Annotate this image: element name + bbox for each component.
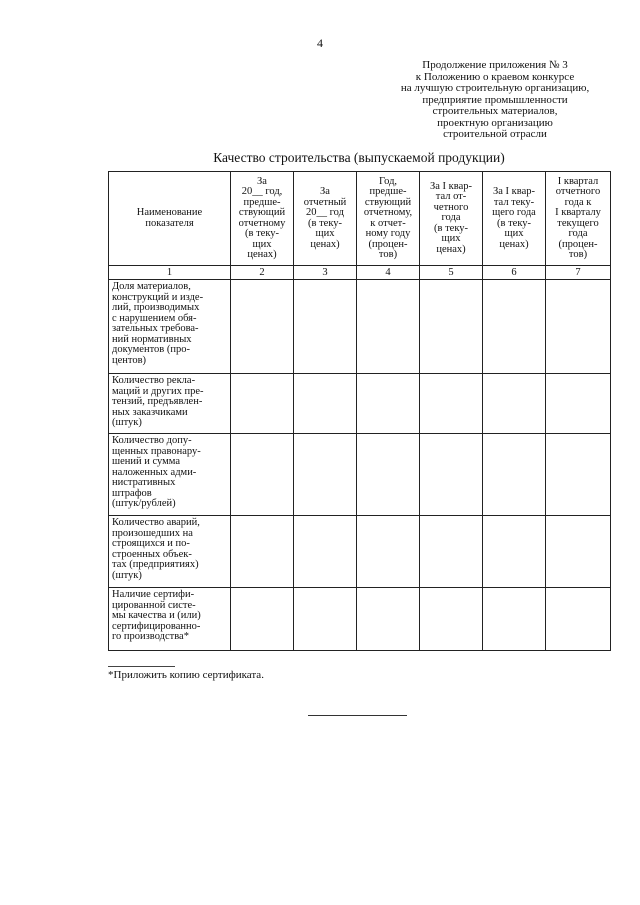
header-line: отчетному,: [363, 207, 413, 218]
header-line: (в теку-: [244, 228, 280, 239]
indicator-name-line: Количество допу-: [112, 435, 192, 446]
indicator-name-line: нистративных: [112, 477, 176, 488]
value-cell[interactable]: [357, 374, 420, 434]
table-row: [109, 434, 611, 516]
header-line: 20__ год,: [241, 186, 283, 197]
header-line: тов): [378, 249, 398, 260]
footnote-separator: [108, 666, 175, 667]
header-row: [109, 172, 611, 266]
header-line: четного: [433, 201, 469, 213]
indicator-name-line: центов): [112, 354, 147, 366]
indicator-name-line: строящихся и по-: [112, 538, 190, 549]
indicator-name-line: (штук): [112, 417, 142, 428]
indicator-name-line: конструкций и изде-: [112, 291, 204, 303]
value-cell[interactable]: [294, 516, 357, 588]
indicator-name-line: щенных правонару-: [112, 445, 201, 457]
header-line: года: [441, 212, 461, 224]
appendix-header-line: Продолжение приложения № 3: [422, 59, 568, 71]
indicator-name-line: документов (про-: [112, 344, 190, 355]
indicator-name-line: Доля материалов,: [112, 281, 191, 292]
header-line: (процен-: [368, 238, 408, 250]
value-cell[interactable]: [294, 280, 357, 374]
header-line: Наименование: [136, 207, 203, 218]
indicator-name-line: маций и других пре-: [112, 385, 204, 397]
header-cell-year-ratio: [357, 172, 420, 266]
appendix-header-line: строительной отрасли: [443, 128, 547, 140]
header-line: Год,: [378, 175, 398, 187]
value-cell[interactable]: [231, 280, 294, 374]
header-line: ценах): [247, 249, 277, 260]
indicator-name-line: зательных требова-: [112, 323, 199, 334]
footnote: *Приложить копию сертификата.: [108, 669, 264, 681]
header-line: предше-: [243, 196, 281, 208]
end-of-document-line: [308, 715, 407, 716]
header-line: показателя: [145, 217, 194, 229]
header-line: щих: [504, 228, 524, 239]
header-line: (в теку-: [307, 217, 343, 229]
header-cell-q1-ratio: [546, 172, 611, 266]
indicator-name-line: Наличие сертифи-: [112, 589, 195, 600]
header-cell-indicator-name: [109, 172, 231, 266]
indicator-name-line: (штук/рублей): [112, 498, 176, 509]
header-line: тов): [568, 249, 588, 260]
indicator-name-line: тензий, предъявлен-: [112, 396, 203, 407]
value-cell[interactable]: [546, 434, 611, 516]
column-number-row: [109, 266, 611, 280]
appendix-header-line: проектную организацию: [437, 116, 553, 129]
header-cell-reporting-year: [294, 172, 357, 266]
column-number: 2: [231, 266, 294, 280]
header-line: к отчет-: [370, 217, 406, 229]
value-cell[interactable]: [420, 280, 483, 374]
column-number: 5: [420, 266, 483, 280]
header-line: отчетный: [303, 196, 347, 208]
header-line: За I квар-: [493, 186, 535, 197]
header-line: ствующий: [238, 207, 286, 218]
quality-table: [108, 171, 611, 651]
header-line: щих: [252, 238, 272, 250]
header-line: ценах): [310, 238, 340, 250]
header-line: текущего: [557, 217, 599, 229]
table-row: [109, 516, 611, 588]
table-row: [109, 374, 611, 434]
value-cell[interactable]: [546, 588, 611, 651]
column-number: 3: [294, 266, 357, 280]
value-cell[interactable]: [483, 588, 546, 651]
value-cell[interactable]: [294, 588, 357, 651]
value-cell[interactable]: [231, 516, 294, 588]
value-cell[interactable]: [483, 516, 546, 588]
header-line: ценах): [499, 238, 529, 250]
header-line: За I квар-: [430, 180, 472, 192]
value-cell[interactable]: [357, 588, 420, 651]
column-number: 6: [483, 266, 546, 280]
value-cell[interactable]: [420, 516, 483, 588]
value-cell[interactable]: [357, 280, 420, 374]
header-line: отчетного: [555, 186, 601, 197]
indicator-name-line: шений и сумма: [112, 456, 180, 467]
value-cell[interactable]: [546, 280, 611, 374]
value-cell[interactable]: [546, 374, 611, 434]
indicator-name-line: строенных объек-: [112, 548, 192, 560]
header-line: I кварталу: [555, 207, 601, 218]
header-line: (в теку-: [496, 217, 532, 229]
value-cell[interactable]: [483, 280, 546, 374]
value-cell[interactable]: [546, 516, 611, 588]
header-line: 20__ год: [306, 207, 344, 218]
indicator-name-line: тах (предприятиях): [112, 559, 199, 570]
header-line: (в теку-: [433, 222, 469, 234]
indicator-name-cell: [109, 588, 231, 651]
header-line: (процен-: [558, 238, 598, 250]
column-number: 7: [546, 266, 611, 280]
header-cell-previous-year: [231, 172, 294, 266]
value-cell[interactable]: [420, 374, 483, 434]
value-cell[interactable]: [231, 588, 294, 651]
indicator-name-line: штрафов: [112, 487, 152, 499]
appendix-header-line: на лучшую строительную организацию,: [400, 82, 590, 94]
value-cell[interactable]: [357, 434, 420, 516]
value-cell[interactable]: [294, 434, 357, 516]
appendix-header-line: предприятие промышленности: [422, 93, 568, 106]
appendix-header-line: к Положению о краевом конкурсе: [415, 70, 575, 83]
value-cell[interactable]: [483, 434, 546, 516]
indicator-name-line: ний нормативных: [112, 333, 192, 345]
header-line: I квартал: [557, 175, 599, 187]
value-cell[interactable]: [357, 516, 420, 588]
header-line: года к: [564, 196, 592, 208]
indicator-name-line: произошедших на: [112, 527, 193, 539]
header-line: года: [568, 228, 588, 239]
indicator-name-line: лий, производимых: [112, 302, 200, 313]
indicator-name-line: с нарушением обя-: [112, 312, 197, 324]
header-line: предше-: [369, 186, 407, 197]
header-line: ценах): [436, 243, 466, 255]
value-cell[interactable]: [420, 588, 483, 651]
indicator-name-cell: [109, 434, 231, 516]
header-line: щих: [441, 233, 461, 245]
indicator-name-cell: [109, 374, 231, 434]
header-line: ствующий: [364, 196, 412, 208]
value-cell[interactable]: [483, 374, 546, 434]
indicator-name-line: сертифицированно-: [112, 620, 201, 632]
header-line: щих: [315, 228, 335, 239]
value-cell[interactable]: [294, 374, 357, 434]
header-line: За: [320, 186, 330, 197]
appendix-header-line: строительных материалов,: [432, 105, 558, 117]
value-cell[interactable]: [420, 434, 483, 516]
table-title: Качество строительства (выпускаемой продукции): [213, 150, 505, 165]
header-line: ному году: [365, 228, 411, 239]
indicator-name-cell: [109, 516, 231, 588]
column-number: 4: [357, 266, 420, 280]
header-cell-q1-reporting-year: [420, 172, 483, 266]
table-row: [109, 280, 611, 374]
header-line: отчетному: [238, 217, 286, 229]
page-number: 4: [317, 36, 323, 50]
value-cell[interactable]: [231, 434, 294, 516]
header-line: За: [257, 175, 267, 187]
indicator-name-cell: [109, 280, 231, 374]
indicator-name-line: ных заказчиками: [112, 406, 188, 418]
header-line: щего года: [492, 207, 536, 218]
indicator-name-line: наложенных адми-: [112, 466, 197, 478]
header-line: тал от-: [435, 191, 467, 203]
table-row: [109, 588, 611, 651]
indicator-name-line: цированной систе-: [112, 599, 196, 611]
indicator-name-line: Количество аварий,: [112, 517, 200, 528]
appendix-header: [380, 60, 610, 141]
indicator-name-line: Количество рекла-: [112, 375, 196, 386]
indicator-name-line: го производства*: [112, 631, 189, 642]
indicator-name-line: (штук): [112, 569, 142, 581]
header-cell-q1-current-year: [483, 172, 546, 266]
value-cell[interactable]: [231, 374, 294, 434]
header-line: тал теку-: [493, 196, 535, 208]
column-number: 1: [109, 266, 231, 280]
indicator-name-line: мы качества и (или): [112, 610, 201, 621]
